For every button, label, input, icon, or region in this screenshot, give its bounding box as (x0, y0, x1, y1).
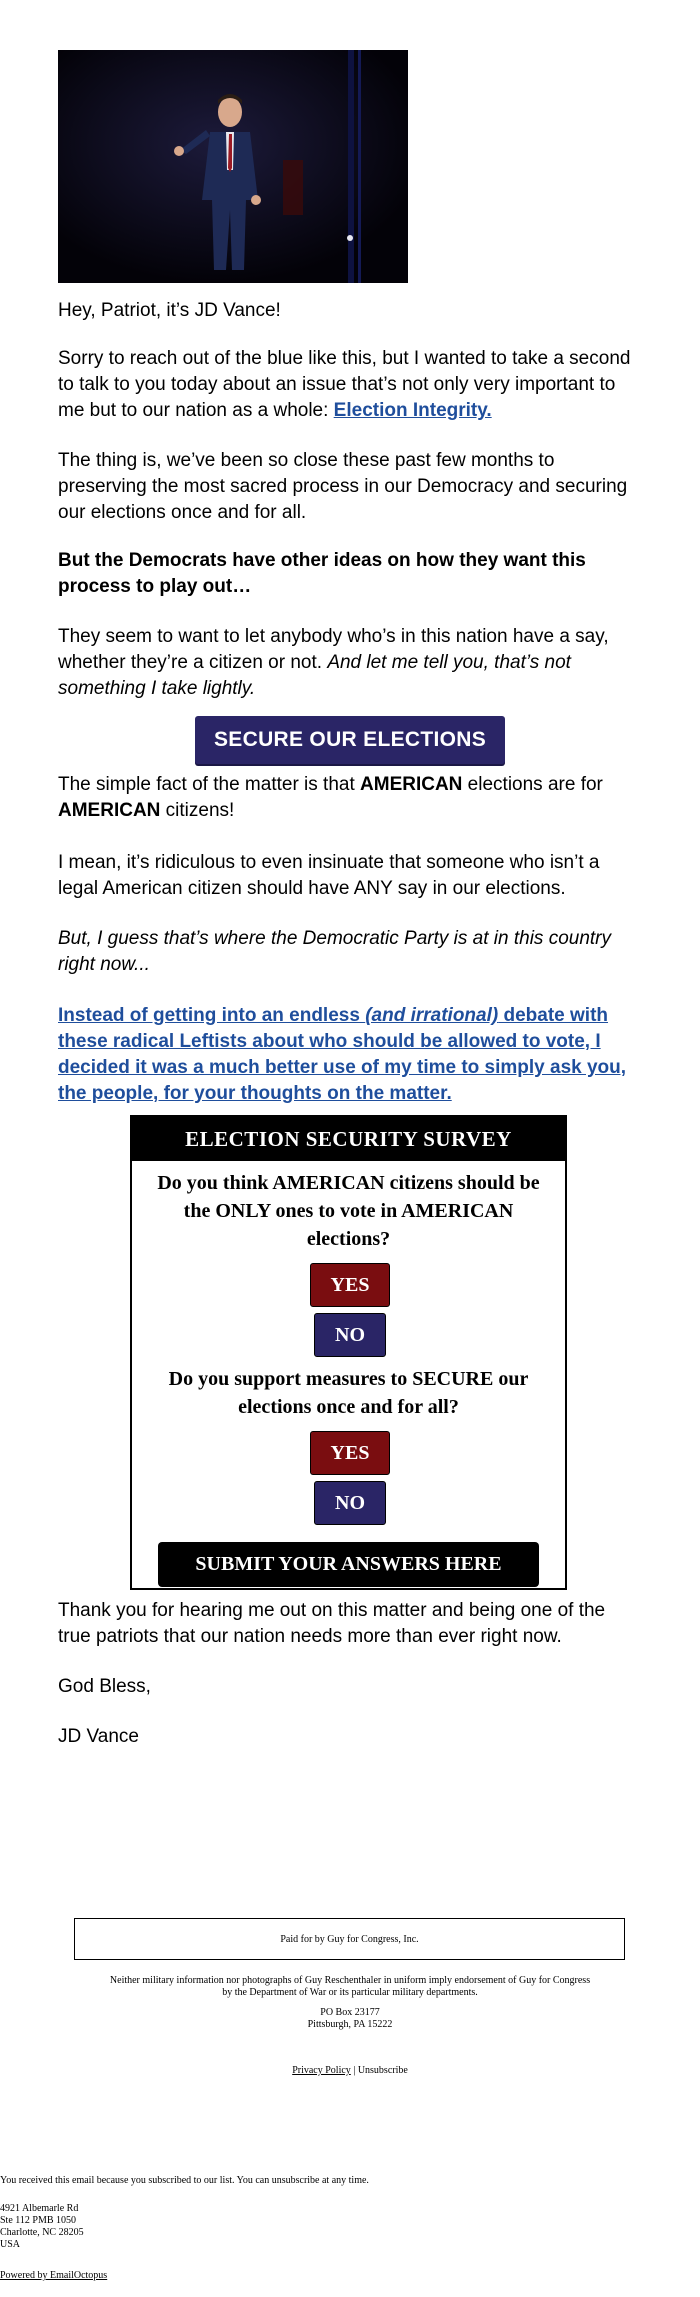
greeting: Hey, Patriot, it’s JD Vance! (58, 300, 281, 321)
survey-question-2: Do you support measures to SECURE our elections once and for all? (168, 1368, 529, 1418)
paragraph-preserving: The thing is, we’ve been so close these past few months to preserving the most sacred process in our Democracy and securing our elections once and for all. (58, 450, 628, 523)
q2-no-button[interactable]: NO (314, 1481, 386, 1525)
survey-intro-link[interactable]: Instead of getting into an endless (and irrational) debate with these radical Leftists about who should be allowed to vote, I decided it was a much better use of my time to simply ask you, the people, for your thoughts on the matter. (58, 1005, 627, 1104)
signoff: God Bless, (58, 1676, 151, 1697)
military-disclaimer: Neither military information nor photographs of Guy Reschenthaler in uniform imply endorsement of Guy for Congress by the Department of War or its particular military departments. (109, 1975, 591, 1998)
privacy-policy-link[interactable]: Privacy Policy (292, 2065, 351, 2076)
q2-yes-button[interactable]: YES (310, 1431, 390, 1475)
paid-for-box (74, 1918, 625, 1960)
powered-by (0, 2270, 300, 2282)
intro-paragraph: Sorry to reach out of the blue like this, but I wanted to take a second to talk to you today about an issue that’s not only very important to me but to our nation as a whole: Election Integrity. (58, 348, 631, 421)
paragraph-thank-you: Thank you for hearing me out on this matter and being one of the true patriots that our nation needs more than ever right now. (58, 1600, 606, 1647)
paragraph-democratic-party: But, I guess that’s where the Democratic Party is at in this country right now... (58, 928, 612, 975)
q1-no-button[interactable]: NO (314, 1313, 386, 1357)
survey-question-1: Do you think AMERICAN citizens should be the ONLY ones to vote in AMERICAN elections? (157, 1172, 540, 1250)
election-integrity-link[interactable]: Election Integrity. (333, 400, 492, 421)
paid-for-text: Paid for by Guy for Congress, Inc. (280, 1933, 419, 1945)
signature: JD Vance (58, 1726, 139, 1747)
secure-our-elections-button[interactable]: SECURE OUR ELECTIONS (195, 716, 505, 764)
paragraph-american: The simple fact of the matter is that AMERICAN elections are for AMERICAN citizens! (58, 774, 603, 821)
paragraph-democrats: But the Democrats have other ideas on how they want this process to play out… (58, 550, 586, 597)
paragraph-citizens: They seem to want to let anybody who’s in this nation have a say, whether they’re a citizen or not. And let me tell you, that’s not something I take lightly. (58, 626, 609, 699)
subscription-notice: You received this email because you subscribed to our list. You can unsubscribe at any time. (0, 2175, 369, 2186)
mailing-address: 4921 Albemarle Rd Ste 112 PMB 1050 Charlotte, NC 28205 USA (0, 2203, 84, 2250)
po-box-address: PO Box 23177 Pittsburgh, PA 15222 (307, 2007, 393, 2030)
footer-links: Privacy Policy | Unsubscribe (292, 2065, 408, 2076)
unsubscribe-link[interactable]: Unsubscribe (357, 2065, 408, 2076)
emailoctopus-link[interactable]: Powered by EmailOctopus (0, 2270, 108, 2281)
paragraph-ridiculous: I mean, it’s ridiculous to even insinuate that someone who isn’t a legal American citizen should have ANY say in our elections. (58, 852, 600, 899)
hero-photo (58, 50, 408, 283)
q1-yes-button[interactable]: YES (310, 1263, 390, 1307)
election-security-survey (130, 1115, 567, 1590)
speaker-on-stage-photo-icon (58, 50, 408, 283)
survey-title: ELECTION SECURITY SURVEY (132, 1117, 565, 1161)
submit-answers-button[interactable]: SUBMIT YOUR ANSWERS HERE (158, 1542, 539, 1587)
